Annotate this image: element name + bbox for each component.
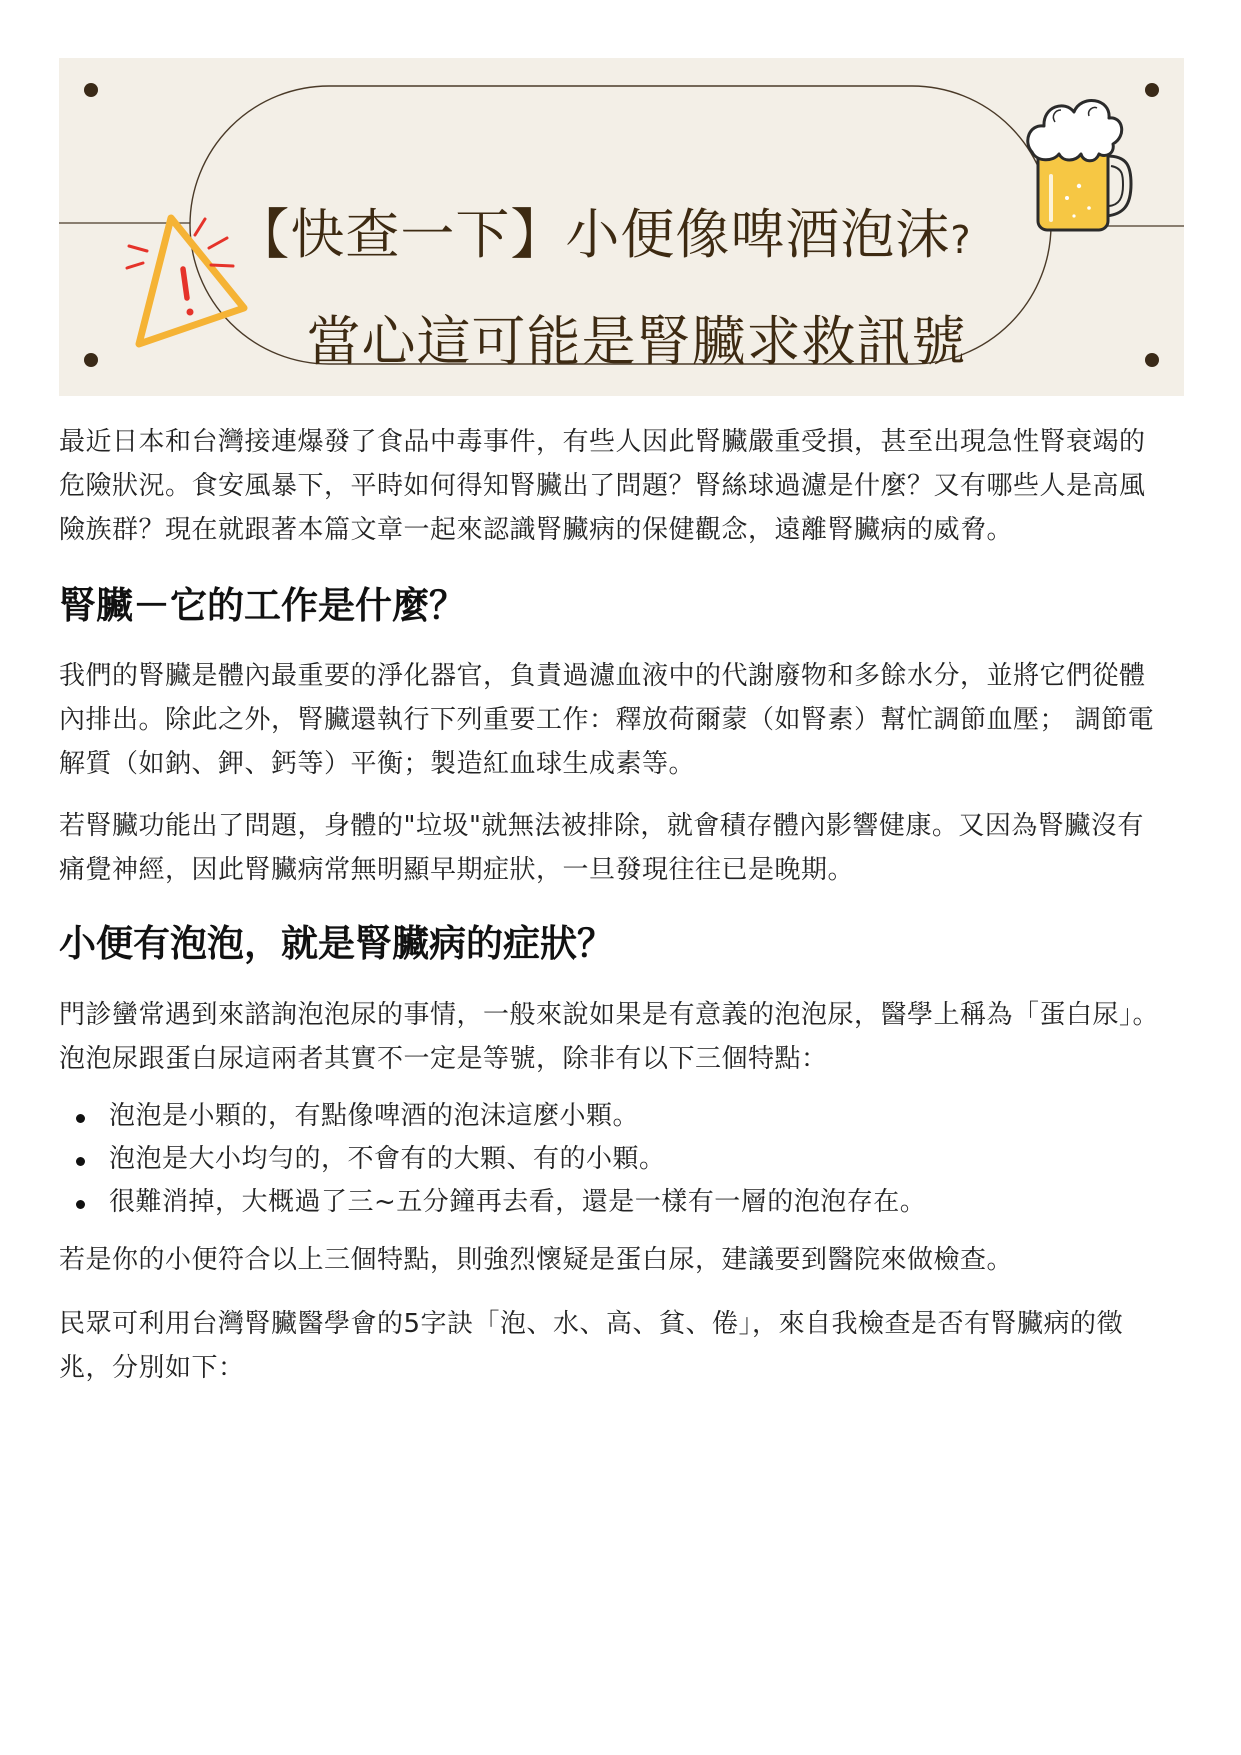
list-item-text: 泡泡是小顆的，有點像啤酒的泡沫這麼小顆。 [109,1100,640,1131]
bullet-icon [76,1157,85,1166]
list-item [59,1138,1169,1181]
banner-title-question-mark: ? [950,218,972,262]
foam-characteristics-list [59,1095,1169,1224]
list-item-text: 很難消掉，大概過了三~五分鐘再去看，還是一樣有一層的泡泡存在。 [109,1186,927,1217]
corner-dot-icon [1145,83,1159,97]
proteinuria-advice-paragraph: 若是你的小便符合以上三個特點，則強烈懷疑是蛋白尿，建議要到醫院來做檢查。 [59,1244,1014,1275]
bullet-icon [76,1114,85,1123]
section-heading-kidney-function: 腎臟－它的工作是什麼？ [59,584,466,627]
article-body [59,420,1169,1390]
intro-paragraph: 最近日本和台灣接連爆發了食品中毒事件，有些人因此腎臟嚴重受損，甚至出現急性腎衰竭的危險狀況。食安風暴下，平時如何得知腎臟出了問題？腎絲球過濾是什麼？又有哪些人是高風險族群？現在就跟著本篇文章一起來認識腎臟病的保健觀念，遠離腎臟病的威脅。 [59,427,1146,545]
title-banner [59,58,1184,396]
list-item [59,1181,1169,1224]
self-check-paragraph: 民眾可利用台灣腎臟醫學會的5字訣「泡、水、高、貧、倦」，來自我檢查是否有腎臟病的徵兆，分別如下： [59,1308,1124,1383]
kidney-function-paragraph: 我們的腎臟是體內最重要的淨化器官，負責過濾血液中的代謝廢物和多餘水分，並將它們從體內排出。除此之外，腎臟還執行下列重要工作：釋放荷爾蒙（如腎素）幫忙調節血壓； 調節電解質（如鈉、鉀、鈣等）平衡；製造紅血球生成素等。 [59,661,1155,780]
list-item-text: 泡泡是大小均勻的，不會有的大顆、有的小顆。 [109,1143,666,1174]
banner-title-line-2: 當心這可能是腎臟求救訊號 [306,310,967,373]
kidney-problem-paragraph: 若腎臟功能出了問題，身體的"垃圾"就無法被排除，就會積存體內影響健康。又因為腎臟沒有痛覺神經，因此腎臟病常無明顯早期症狀，一旦發現往往已是晚期。 [59,811,1144,886]
corner-dot-icon [84,83,98,97]
section-heading-foamy-urine: 小便有泡泡，就是腎臟病的症狀？ [59,922,614,966]
bullet-icon [76,1200,85,1209]
banner-title-main: 【快查一下】小便像啤酒泡沫 [235,203,951,266]
foamy-urine-paragraph: 門診蠻常遇到來諮詢泡泡尿的事情，一般來說如果是有意義的泡泡尿，醫學上稱為「蛋白尿」。泡泡尿跟蛋白尿這兩者其實不一定是等號，除非有以下三個特點： [59,999,1160,1074]
list-item [59,1095,1169,1138]
banner-title-line-1 [41,203,1166,266]
